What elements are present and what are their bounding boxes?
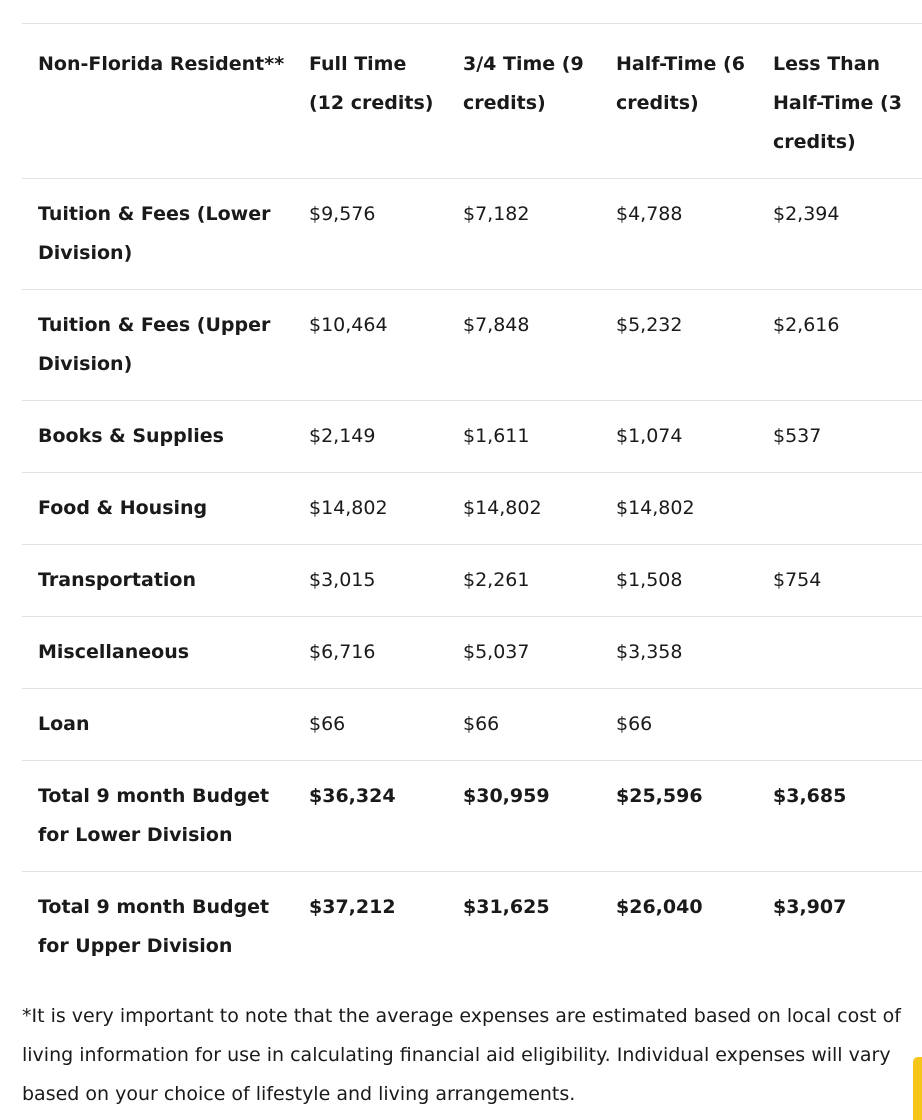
- table-row-total: [22, 760, 922, 871]
- budget-table-container: [22, 0, 922, 982]
- cell-three-quarter-time: $7,182: [463, 202, 530, 225]
- table-row-total: [22, 871, 922, 982]
- cell-half-time: $26,040: [616, 895, 703, 918]
- header-residency: Non-Florida Resident**: [38, 52, 285, 75]
- table-row: [22, 289, 922, 400]
- cell-three-quarter-time: $31,625: [463, 895, 550, 918]
- row-label: Miscellaneous: [38, 640, 190, 663]
- cost-of-attendance-table: [22, 0, 922, 982]
- cell-three-quarter-time: $1,611: [463, 424, 530, 447]
- row-label: Total 9 month Budget for Lower Division: [38, 784, 270, 846]
- table-header-row: [22, 23, 922, 178]
- header-three-quarter-time: 3/4 Time (9 credits): [463, 52, 584, 114]
- cell-half-time: $66: [616, 712, 653, 735]
- row-label: Food & Housing: [38, 496, 208, 519]
- cell-full-time: $37,212: [309, 895, 396, 918]
- header-half-time: Half-Time (6 credits): [616, 52, 745, 114]
- cell-half-time: $1,508: [616, 568, 683, 591]
- cell-full-time: $36,324: [309, 784, 396, 807]
- cell-half-time: $25,596: [616, 784, 703, 807]
- table-row: [22, 688, 922, 760]
- cell-half-time: $3,358: [616, 640, 683, 663]
- cell-full-time: $3,015: [309, 568, 376, 591]
- cell-less-than-half-time: $754: [773, 568, 822, 591]
- cell-less-than-half-time: [757, 616, 922, 688]
- cell-half-time: $14,802: [616, 496, 695, 519]
- cell-half-time: $4,788: [616, 202, 683, 225]
- cell-three-quarter-time: $2,261: [463, 568, 530, 591]
- table-row: [22, 616, 922, 688]
- table-row: [22, 400, 922, 472]
- row-label: Transportation: [38, 568, 197, 591]
- header-full-time: Full Time (12 credits): [309, 52, 434, 114]
- cell-less-than-half-time: $3,907: [773, 895, 847, 918]
- row-label: Tuition & Fees (Lower Division): [38, 202, 271, 264]
- cell-less-than-half-time: $2,616: [773, 313, 840, 336]
- cell-full-time: $14,802: [309, 496, 388, 519]
- feedback-tab[interactable]: [913, 1057, 922, 1120]
- cell-less-than-half-time: [757, 688, 922, 760]
- cell-three-quarter-time: $30,959: [463, 784, 550, 807]
- cell-three-quarter-time: $5,037: [463, 640, 530, 663]
- cell-half-time: $1,074: [616, 424, 683, 447]
- cell-three-quarter-time: $66: [463, 712, 500, 735]
- cell-full-time: $66: [309, 712, 346, 735]
- cell-less-than-half-time: $2,394: [773, 202, 840, 225]
- expenses-footnote: *It is very important to note that the average expenses are estimated based on local cost of living information for use in calculating financial aid eligibility. Individual expenses will vary based on your choice of lifestyle and living arrangements.: [22, 1005, 901, 1105]
- cell-full-time: $6,716: [309, 640, 376, 663]
- cell-full-time: $9,576: [309, 202, 376, 225]
- row-label: Total 9 month Budget for Upper Division: [38, 895, 270, 957]
- header-less-than-half-time: Less Than Half-Time (3 credits): [773, 52, 902, 153]
- table-top-border-row: [22, 0, 922, 23]
- table-row: [22, 544, 922, 616]
- cell-less-than-half-time: $537: [773, 424, 822, 447]
- cell-full-time: $2,149: [309, 424, 376, 447]
- cell-less-than-half-time: $3,685: [773, 784, 847, 807]
- row-label: Books & Supplies: [38, 424, 224, 447]
- cell-three-quarter-time: $7,848: [463, 313, 530, 336]
- row-label: Tuition & Fees (Upper Division): [38, 313, 271, 375]
- cell-three-quarter-time: $14,802: [463, 496, 542, 519]
- cell-half-time: $5,232: [616, 313, 683, 336]
- cell-full-time: $10,464: [309, 313, 388, 336]
- table-row: [22, 178, 922, 289]
- row-label: Loan: [38, 712, 90, 735]
- cell-less-than-half-time: [757, 472, 922, 544]
- table-row: [22, 472, 922, 544]
